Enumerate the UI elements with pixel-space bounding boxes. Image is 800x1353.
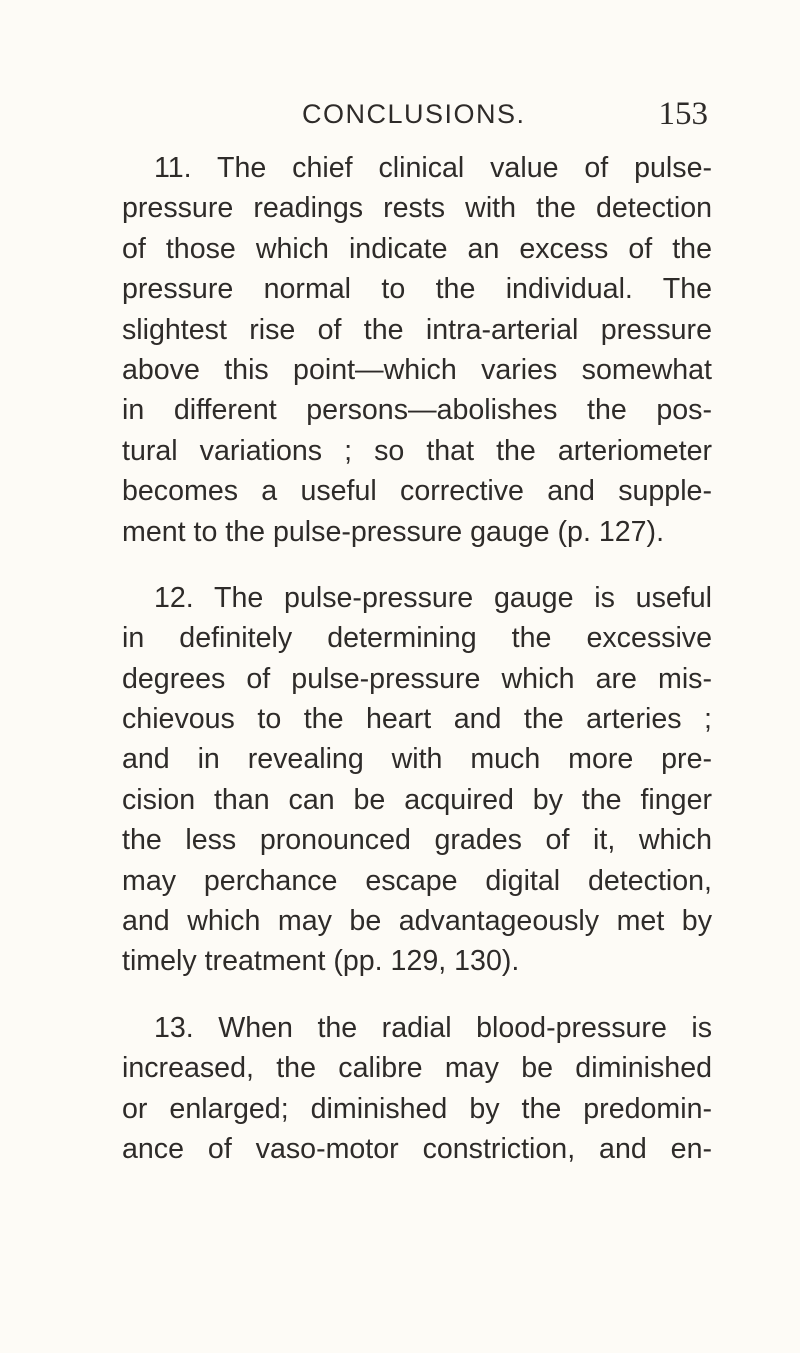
text-line: cision than can be acquired by the finger	[122, 783, 712, 816]
text-line: chievous to the heart and the arteries ;	[122, 703, 712, 736]
text-line: above this point—which varies somewhat	[122, 353, 712, 386]
paragraph-12	[122, 578, 712, 982]
text-line: increased, the calibre may be diminished	[122, 1052, 712, 1085]
paragraph-11	[122, 148, 712, 552]
text-line: may perchance escape digital detection,	[122, 864, 712, 897]
text-line: the less pronounced grades of it, which	[122, 824, 712, 857]
text-line: pressure readings rests with the detection	[122, 192, 712, 225]
text-line: 11. The chief clinical value of pulse-	[154, 152, 712, 184]
text-line: becomes a useful corrective and supple-	[122, 475, 712, 508]
text-line: or enlarged; diminished by the predomin-	[122, 1092, 712, 1125]
text-line: in different persons—abolishes the pos-	[122, 394, 712, 427]
text-line: of those which indicate an excess of the	[122, 232, 712, 265]
text-line: in definitely determining the excessive	[122, 622, 712, 655]
text-line: ment to the pulse-pressure gauge (p. 127).	[122, 515, 665, 548]
text-line: 12. The pulse-pressure gauge is useful	[154, 581, 712, 614]
text-line: degrees of pulse-pressure which are mis-	[122, 662, 712, 695]
running-title: CONCLUSIONS.	[302, 99, 526, 129]
text-line: slightest rise of the intra-arterial pressure	[122, 313, 712, 346]
text-line: timely treatment (pp. 129, 130).	[122, 945, 520, 978]
body-text	[122, 148, 712, 1195]
text-line: 13. When the radial blood-pressure is	[154, 1011, 712, 1044]
page-number: 153	[658, 96, 708, 132]
text-line: and in revealing with much more pre-	[122, 743, 712, 776]
paragraph-13	[122, 1008, 712, 1170]
text-line: ance of vaso-motor constriction, and en-	[122, 1132, 712, 1165]
running-head	[120, 94, 708, 134]
text-line: pressure normal to the individual. The	[122, 273, 712, 306]
text-line: tural variations ; so that the arteriometer	[122, 434, 712, 467]
text-line: and which may be advantageously met by	[122, 905, 712, 938]
